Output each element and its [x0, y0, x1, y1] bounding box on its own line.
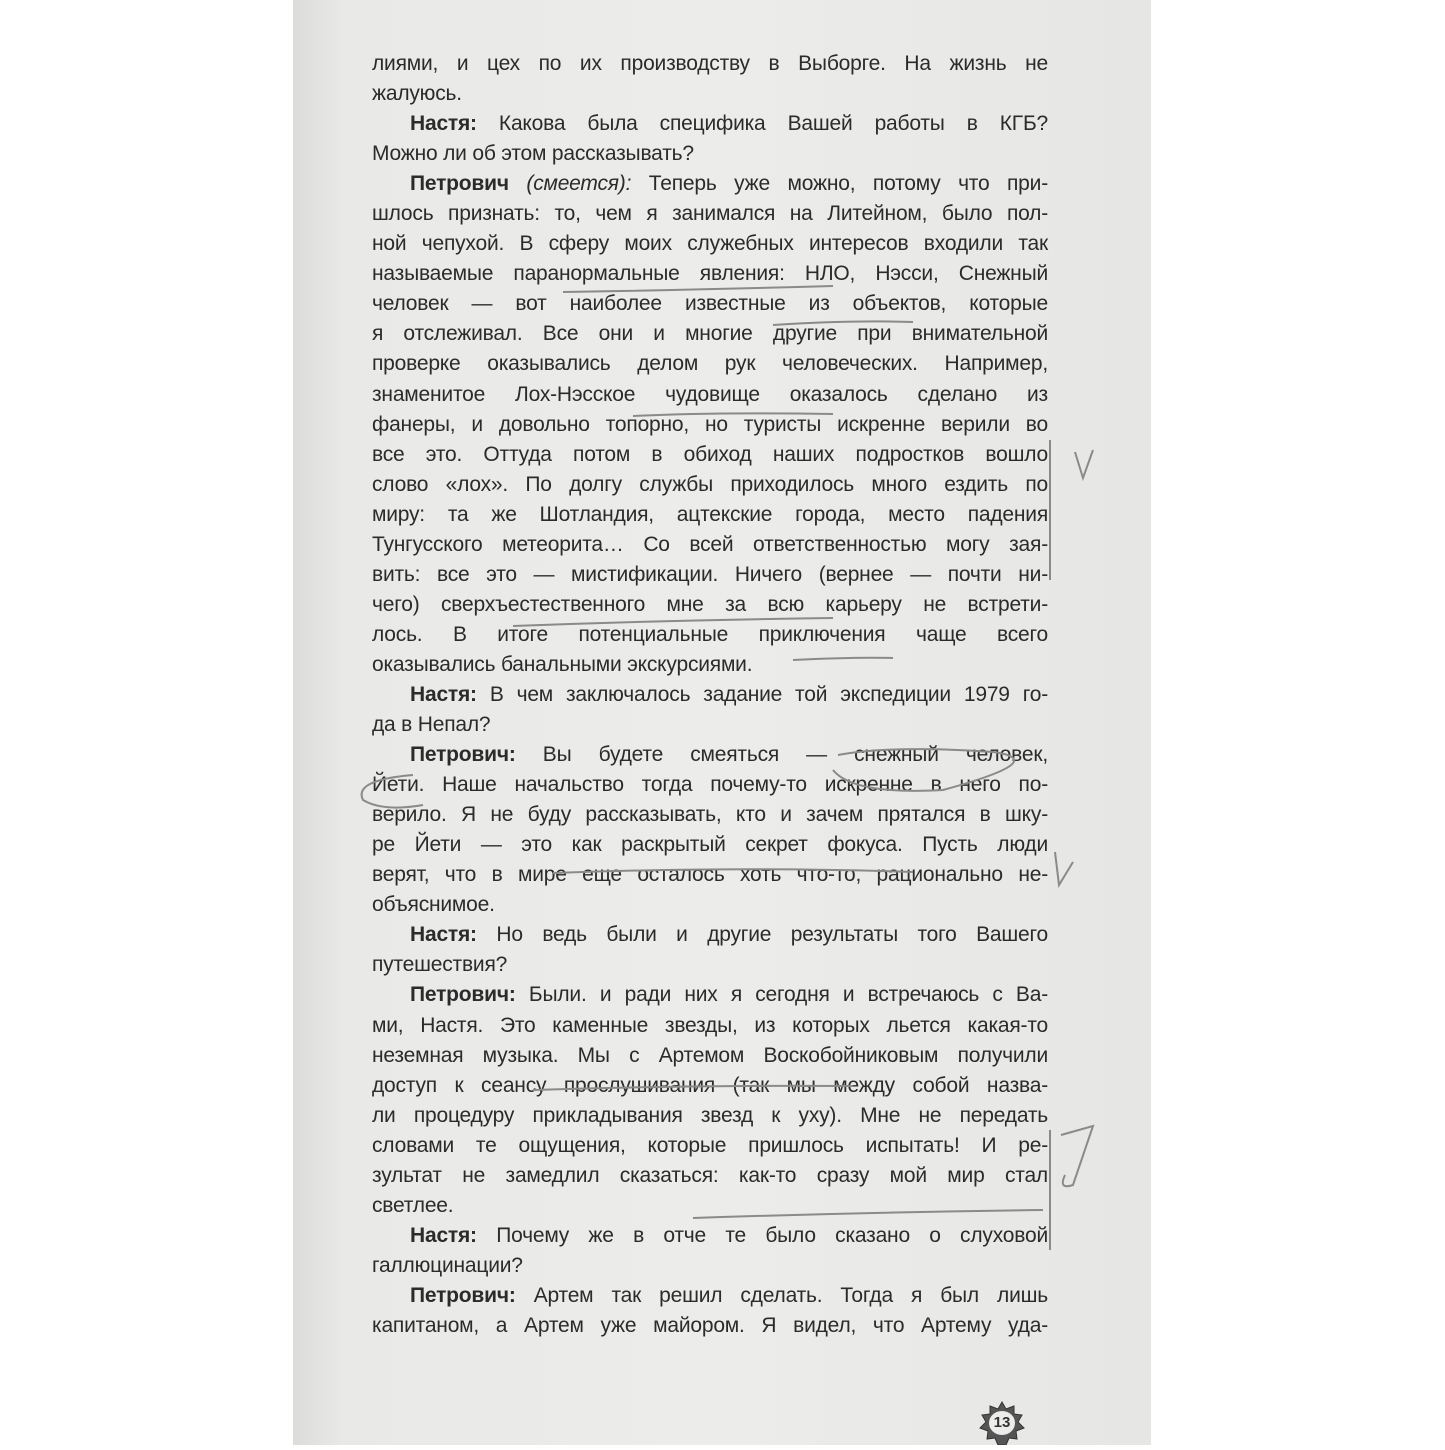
text-line	[372, 349, 1048, 379]
line-text: путешествия?	[372, 953, 508, 977]
speaker-name: Петрович:	[410, 983, 516, 1007]
line-text: светлее.	[372, 1193, 454, 1217]
text-line	[372, 1311, 1048, 1341]
text-line	[372, 950, 1048, 980]
text-line	[372, 1071, 1048, 1101]
text-line	[372, 199, 1048, 229]
stage-remark: (смеется):	[526, 172, 632, 196]
line-text: В чем заключалось задание той экспедиции 1979 го-	[489, 682, 1049, 706]
text-line	[372, 1041, 1048, 1071]
text-line	[372, 530, 1048, 560]
text-line	[372, 1161, 1048, 1191]
line-text: оказывались банальными экскурсиями.	[372, 652, 753, 676]
text-line	[372, 109, 1048, 139]
text-line	[372, 139, 1048, 169]
text-line	[372, 380, 1048, 410]
line-text: Йети. Наше начальство тогда почему-то искренне в него по-	[372, 773, 1048, 797]
line-text: Были. и ради них я сегодня и встречаюсь с Ва-	[528, 983, 1049, 1007]
line-text: ре Йети — это как раскрытый секрет фокуса. Пусть люди	[372, 833, 1048, 857]
line-text: галлюцинации?	[372, 1253, 523, 1277]
line-text: называемые паранормальные явления: НЛО, Нэсси, Снежный	[372, 262, 1048, 286]
text-line	[372, 1281, 1048, 1311]
text-line	[372, 830, 1048, 860]
text-line	[372, 169, 1048, 199]
line-text: жалуюсь.	[372, 82, 462, 106]
text-line	[372, 319, 1048, 349]
pencil-checkmark	[1061, 1126, 1093, 1186]
text-line	[372, 920, 1048, 950]
text-line	[372, 49, 1048, 79]
text-line	[372, 560, 1048, 590]
line-text: проверке оказывались делом рук человеческих. Например,	[372, 352, 1048, 376]
line-text: Вы будете смеяться — снежный человек,	[542, 743, 1048, 767]
line-text: ми, Настя. Это каменные звезды, из которых льется какая-то	[372, 1013, 1048, 1037]
speaker-name: Петрович:	[410, 1283, 516, 1307]
line-text: ли процедуру прикладывания звезд к уху). Мне не передать	[372, 1103, 1048, 1127]
line-text: фанеры, и довольно топорно, но туристы искренне верили во	[372, 412, 1048, 436]
speaker-name: Петрович	[410, 172, 509, 196]
text-line	[372, 1221, 1048, 1251]
pencil-checkmark	[1055, 852, 1073, 885]
book-page	[293, 0, 1151, 1445]
line-text: Какова была специфика Вашей работы в КГБ?	[498, 112, 1049, 136]
text-line	[372, 710, 1048, 740]
text-line	[372, 800, 1048, 830]
line-text: верило. Я не буду рассказывать, кто и зачем прятался в шку-	[372, 803, 1048, 827]
text-line	[372, 229, 1048, 259]
text-line	[372, 1251, 1048, 1281]
line-text: знаменитое Лох-Нэсское чудовище оказалось сделано из	[372, 382, 1048, 406]
line-text: объяснимое.	[372, 893, 495, 917]
text-line	[372, 1191, 1048, 1221]
text-line	[372, 410, 1048, 440]
text-line	[372, 740, 1048, 770]
text-line	[372, 1131, 1048, 1161]
text-line	[372, 890, 1048, 920]
line-text: да в Непал?	[372, 713, 491, 737]
line-text: все это. Оттуда потом в обиход наших подростков вошло	[372, 442, 1048, 466]
line-text: доступ к сеансу прослушивания (так мы между собой назва-	[372, 1073, 1048, 1097]
text-line	[372, 440, 1048, 470]
line-text: Тунгусского метеорита… Со всей ответственностью могу зая-	[372, 532, 1048, 556]
page-text	[372, 49, 1048, 1341]
page-number: 13	[993, 1414, 1011, 1431]
line-text: Можно ли об этом рассказывать?	[372, 142, 694, 166]
line-text: я отслеживал. Все они и многие другие при внимательной	[372, 322, 1048, 346]
speaker-name: Настя:	[410, 682, 477, 706]
line-text: верят, что в мире еще осталось хоть что-то, рационально не-	[372, 863, 1048, 887]
text-line	[372, 620, 1048, 650]
text-line	[372, 590, 1048, 620]
speaker-name: Настя:	[410, 923, 477, 947]
pencil-checkmark	[1075, 450, 1093, 478]
line-text: словами те ощущения, которые пришлось испытать! И ре-	[372, 1133, 1048, 1157]
speaker-name: Настя:	[410, 112, 477, 136]
line-text: Теперь уже можно, потому что при-	[648, 172, 1048, 196]
line-text: Почему же в отче те было сказано о слуховой	[496, 1223, 1048, 1247]
speaker-name: Настя:	[410, 1223, 477, 1247]
text-line	[372, 259, 1048, 289]
text-line	[372, 680, 1048, 710]
text-line	[372, 980, 1048, 1010]
text-line	[372, 79, 1048, 109]
line-text: шлось признать: то, чем я занимался на Литейном, было пол-	[372, 202, 1048, 226]
line-text: лиями, и цех по их производству в Выборге. На жизнь не	[372, 52, 1048, 75]
line-text: Но ведь были и другие результаты того Вашего	[496, 923, 1049, 947]
line-text: зультат не замедлил сказаться: как-то сразу мой мир стал	[372, 1163, 1048, 1187]
text-line	[372, 500, 1048, 530]
page-number-badge	[976, 1400, 1028, 1445]
line-text: Артем так решил сделать. Тогда я был лишь	[533, 1283, 1048, 1307]
line-text: чего) сверхъестественного мне за всю карьеру не встрети-	[372, 592, 1048, 616]
text-line	[372, 650, 1048, 680]
line-text: неземная музыка. Мы с Артемом Воскобойниковым получили	[372, 1043, 1048, 1067]
line-text: ной чепухой. В сферу моих служебных интересов входили так	[372, 232, 1048, 256]
text-line	[372, 1011, 1048, 1041]
speaker-name: Петрович:	[410, 743, 516, 767]
line-text: миру: та же Шотландия, ацтекские города, место падения	[372, 502, 1048, 526]
text-line	[372, 470, 1048, 500]
text-line	[372, 289, 1048, 319]
text-line	[372, 770, 1048, 800]
line-text: вить: все это — мистификации. Ничего (вернее — почти ни-	[372, 562, 1048, 586]
line-text: капитаном, а Артем уже майором. Я видел, что Артему уда-	[372, 1313, 1048, 1337]
line-text: слово «лох». По долгу службы приходилось много ездить по	[372, 472, 1048, 496]
text-line	[372, 860, 1048, 890]
text-line	[372, 1101, 1048, 1131]
line-text: человек — вот наиболее известные из объектов, которые	[372, 292, 1048, 316]
line-text: лось. В итоге потенциальные приключения чаще всего	[372, 622, 1048, 646]
